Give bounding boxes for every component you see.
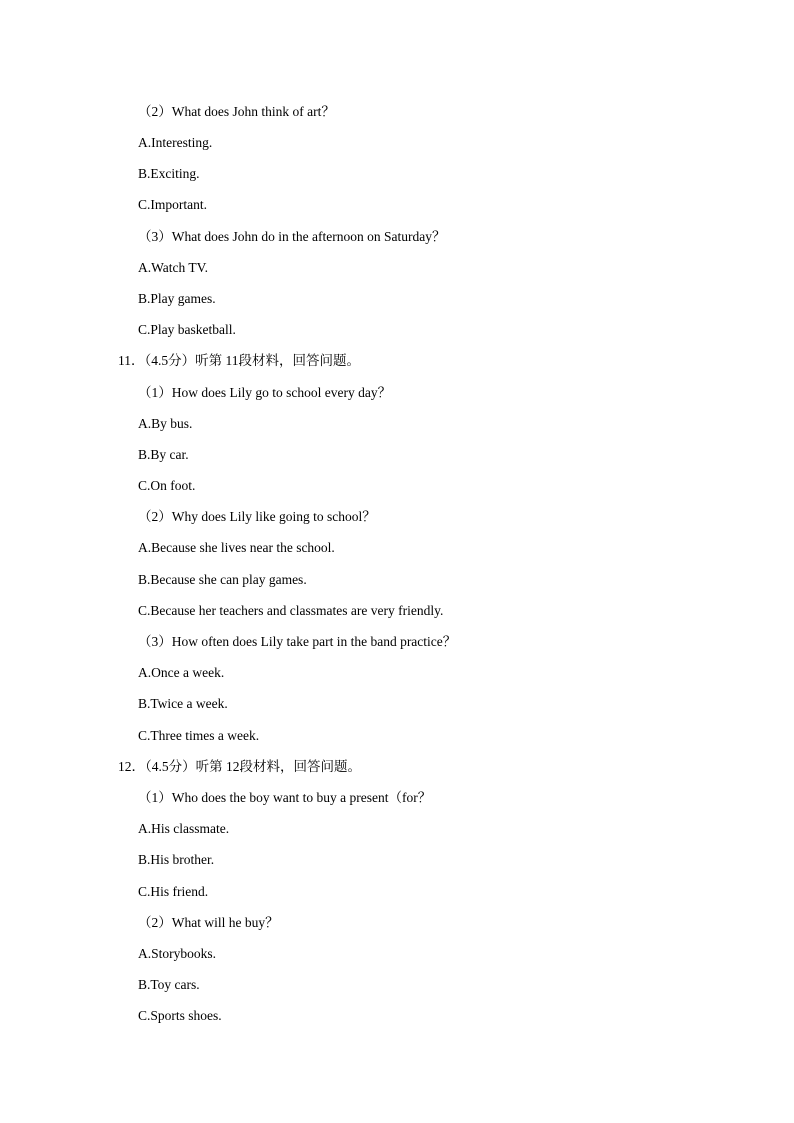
option-a: A.Storybooks. <box>138 946 217 961</box>
question-stem: （2）Why does Lily like going to school？ <box>138 509 376 524</box>
option-b: B.Because she can play games. <box>138 572 307 587</box>
question-heading-12: 12．（4.5分）听第 12段材料，回答问题。 <box>118 759 361 774</box>
option-c: C.Because her teachers and classmates are very friendly. <box>138 603 444 618</box>
question-stem: （2）What will he buy？ <box>138 915 279 930</box>
option-c: C.Three times a week. <box>138 728 260 743</box>
question-stem: （1）Who does the boy want to buy a present（for？ <box>138 790 432 805</box>
question-stem: （3）How often does Lily take part in the band practice？ <box>138 634 457 649</box>
question-stem: （3）What does John do in the afternoon on Saturday？ <box>138 229 446 244</box>
option-b: B.Play games. <box>138 291 216 306</box>
option-b: B.Twice a week. <box>138 696 228 711</box>
option-a: A.Because she lives near the school. <box>138 540 335 555</box>
option-c: C.Sports shoes. <box>138 1008 222 1023</box>
option-c: C.Play basketball. <box>138 322 236 337</box>
question-heading-11: 11．（4.5分）听第 11段材料，回答问题。 <box>118 353 360 368</box>
option-a: A.His classmate. <box>138 821 230 836</box>
option-a: A.Once a week. <box>138 665 225 680</box>
option-b: B.Toy cars. <box>138 977 200 992</box>
option-a: A.By bus. <box>138 416 193 431</box>
option-c: C.Important. <box>138 197 207 212</box>
option-a: A.Watch TV. <box>138 260 209 275</box>
option-a: A.Interesting. <box>138 135 213 150</box>
option-b: B.By car. <box>138 447 189 462</box>
option-c: C.On foot. <box>138 478 196 493</box>
question-stem: （2）What does John think of art？ <box>138 104 335 119</box>
option-b: B.Exciting. <box>138 166 200 181</box>
option-b: B.His brother. <box>138 852 215 867</box>
question-stem: （1）How does Lily go to school every day？ <box>138 385 392 400</box>
option-c: C.His friend. <box>138 884 209 899</box>
